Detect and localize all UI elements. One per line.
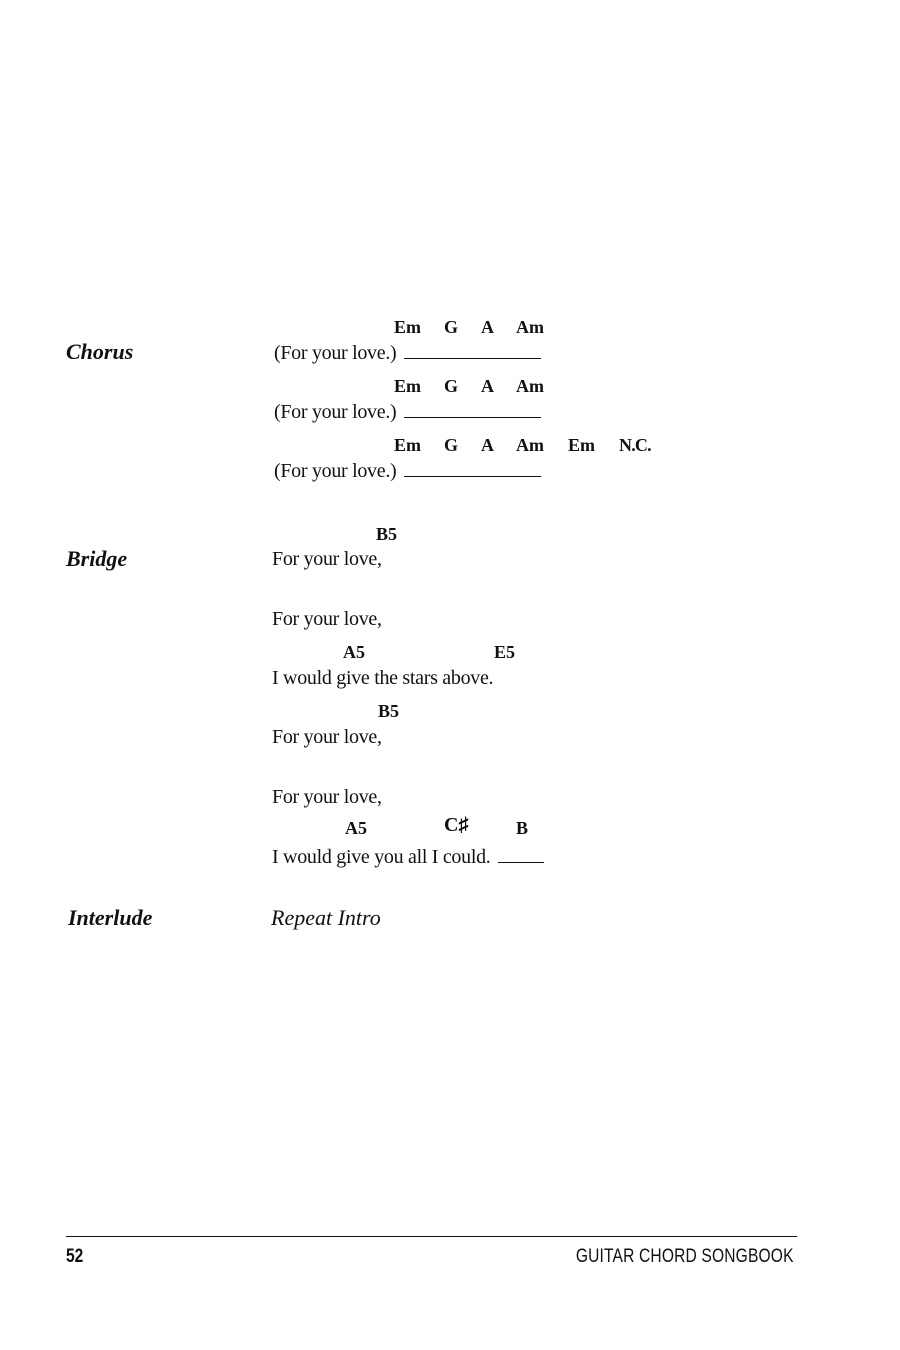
lyric-text: (For your love.) [274, 342, 397, 364]
chord: A5 [343, 642, 365, 662]
lyric-text: For your love, [272, 786, 382, 808]
chord: N.C. [619, 435, 651, 455]
lyric-line [274, 340, 541, 365]
lyric-text: (For your love.) [274, 460, 397, 482]
lyric-line [272, 607, 382, 631]
lyric-line [272, 547, 382, 571]
page-number: 52 [66, 1246, 84, 1267]
chord: A [481, 435, 494, 455]
lyric-text: For your love, [272, 548, 382, 570]
lyric-text: (For your love.) [274, 401, 397, 423]
chord: Em [394, 435, 421, 455]
chord: G [444, 317, 459, 337]
chord: B [516, 818, 529, 838]
lyric-line [274, 399, 541, 424]
chord: B5 [378, 701, 400, 721]
chord: A5 [345, 818, 367, 838]
lyric-line [272, 844, 544, 869]
lyric-line [272, 785, 382, 809]
lyric-text: I would give you all I could. [272, 846, 491, 868]
chord: G [444, 435, 459, 455]
lyric-line [272, 725, 382, 749]
chord: Am [516, 376, 544, 396]
fill-blank [404, 340, 541, 359]
chord: Em [568, 435, 595, 455]
lyric-line [272, 666, 493, 690]
fill-blank [498, 844, 544, 863]
chord: Em [394, 317, 421, 337]
chord: Am [516, 317, 544, 337]
chord: A [481, 317, 494, 337]
lyric-text: For your love, [272, 726, 382, 748]
fill-blank [404, 458, 541, 477]
repeat-instruction: Repeat Intro [271, 905, 381, 930]
chord: C♯ [444, 814, 469, 836]
chord: G [444, 376, 459, 396]
chord: Am [516, 435, 544, 455]
lyric-line [274, 458, 541, 483]
chord: Em [394, 376, 421, 396]
lyric-text: I would give the stars above. [272, 667, 494, 689]
footer-divider [66, 1236, 797, 1237]
section-label-bridge: Bridge [66, 546, 128, 571]
fill-blank [404, 399, 541, 418]
chord: B5 [376, 524, 398, 544]
lyric-text: For your love, [272, 608, 382, 630]
chord: E5 [494, 642, 516, 662]
chord: A [481, 376, 494, 396]
section-label-interlude: Interlude [68, 905, 153, 930]
book-title: GUITAR CHORD SONGBOOK [576, 1246, 794, 1267]
section-label-chorus: Chorus [66, 339, 134, 364]
